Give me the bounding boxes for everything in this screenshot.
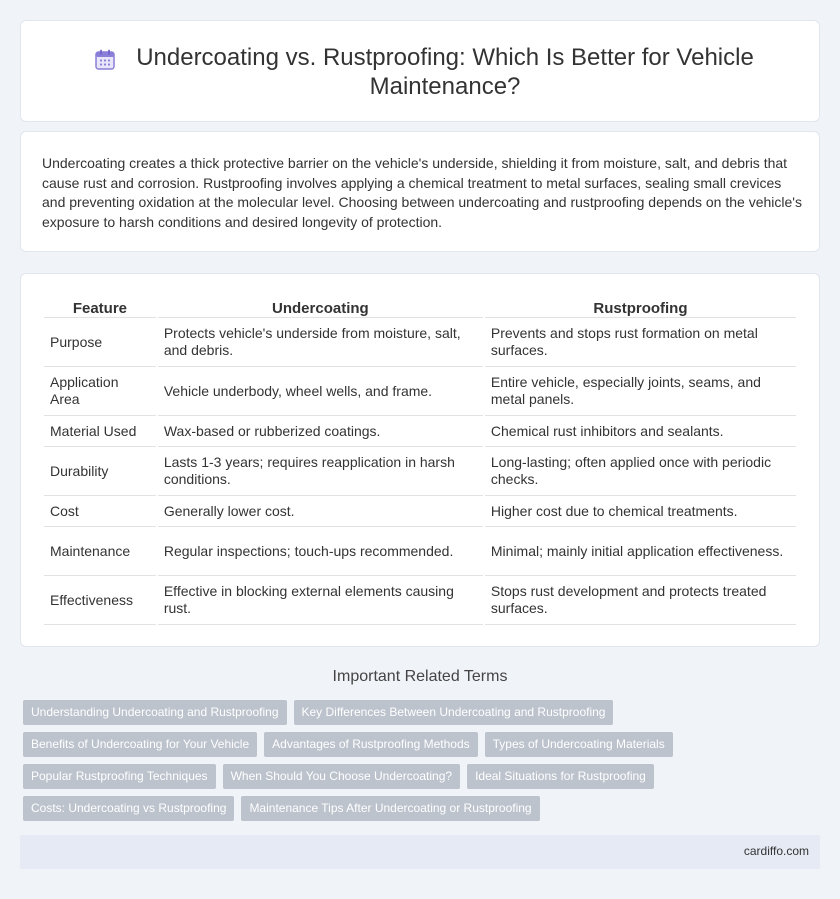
table-cell: Effectiveness [44, 576, 156, 625]
table-cell: Material Used [44, 416, 156, 447]
intro-paragraph: Undercoating creates a thick protective barrier on the vehicle's underside, shielding it from moisture, salt, and debris that cause rust and corrosion. Rustproofing involves applying a chemical treatment to metal surfaces, sealing small crevices and preventing oxidation at the molecular level. Choosing between undercoating and rustproofing depends on the vehicle's exposure to harsh conditions and desired longevity of protection. [42, 155, 802, 230]
comparison-card [20, 273, 820, 647]
footer [20, 835, 820, 869]
table-row [44, 527, 796, 576]
table-cell: Lasts 1-3 years; requires reapplication in harsh conditions. [158, 447, 483, 496]
table-cell: Vehicle underbody, wheel wells, and frame. [158, 367, 483, 416]
table-cell: Application Area [44, 367, 156, 416]
table-cell: Minimal; mainly initial application effectiveness. [485, 527, 796, 576]
table-cell: Purpose [44, 318, 156, 367]
related-term-tag[interactable]: Maintenance Tips After Undercoating or Rustproofing [241, 796, 539, 821]
table-cell: Chemical rust inhibitors and sealants. [485, 416, 796, 447]
intro-card [20, 131, 820, 252]
table-header-cell: Undercoating [158, 296, 483, 318]
table-cell: Cost [44, 496, 156, 527]
table-cell: Generally lower cost. [158, 496, 483, 527]
table-row [44, 318, 796, 367]
table-header-cell: Rustproofing [485, 296, 796, 318]
table-header-row [44, 296, 796, 318]
table-cell: Regular inspections; touch-ups recommended. [158, 527, 483, 576]
table-row [44, 416, 796, 447]
table-row [44, 496, 796, 527]
table-row [44, 367, 796, 416]
related-term-tag[interactable]: Understanding Undercoating and Rustproofing [23, 700, 287, 725]
page-title-text: Undercoating vs. Rustproofing: Which Is Better for Vehicle Maintenance? [136, 44, 754, 100]
related-term-tag[interactable]: When Should You Choose Undercoating? [223, 764, 461, 789]
related-term-tag[interactable]: Advantages of Rustproofing Methods [264, 732, 477, 757]
related-terms-title: Important Related Terms [332, 668, 508, 685]
table-cell: Effective in blocking external elements causing rust. [158, 576, 483, 625]
related-term-tag[interactable]: Ideal Situations for Rustproofing [467, 764, 654, 789]
related-term-tag[interactable]: Key Differences Between Undercoating and Rustproofing [294, 700, 614, 725]
table-cell: Durability [44, 447, 156, 496]
related-term-tag[interactable]: Benefits of Undercoating for Your Vehicle [23, 732, 257, 757]
related-terms-list [23, 700, 813, 828]
tag-row [23, 764, 813, 789]
table-cell: Higher cost due to chemical treatments. [485, 496, 796, 527]
footer-site-link[interactable]: cardiffo.com [743, 844, 809, 858]
table-header-cell: Feature [44, 296, 156, 318]
tag-row [23, 700, 813, 725]
related-term-tag[interactable]: Costs: Undercoating vs Rustproofing [23, 796, 234, 821]
tag-row [23, 796, 813, 821]
table-row [44, 576, 796, 625]
related-term-tag[interactable]: Popular Rustproofing Techniques [23, 764, 216, 789]
table-cell: Stops rust development and protects treated surfaces. [485, 576, 796, 625]
related-term-tag[interactable]: Types of Undercoating Materials [485, 732, 673, 757]
tag-row [23, 732, 813, 757]
table-cell: Long-lasting; often applied once with periodic checks. [485, 447, 796, 496]
table-cell: Prevents and stops rust formation on metal surfaces. [485, 318, 796, 367]
table-cell: Wax-based or rubberized coatings. [158, 416, 483, 447]
table-cell: Protects vehicle's underside from moisture, salt, and debris. [158, 318, 483, 367]
header-card [20, 20, 820, 122]
table-row [44, 447, 796, 496]
table-cell: Maintenance [44, 527, 156, 576]
page-title [21, 43, 819, 101]
table-cell: Entire vehicle, especially joints, seams, and metal panels. [485, 367, 796, 416]
comparison-table [42, 296, 798, 625]
